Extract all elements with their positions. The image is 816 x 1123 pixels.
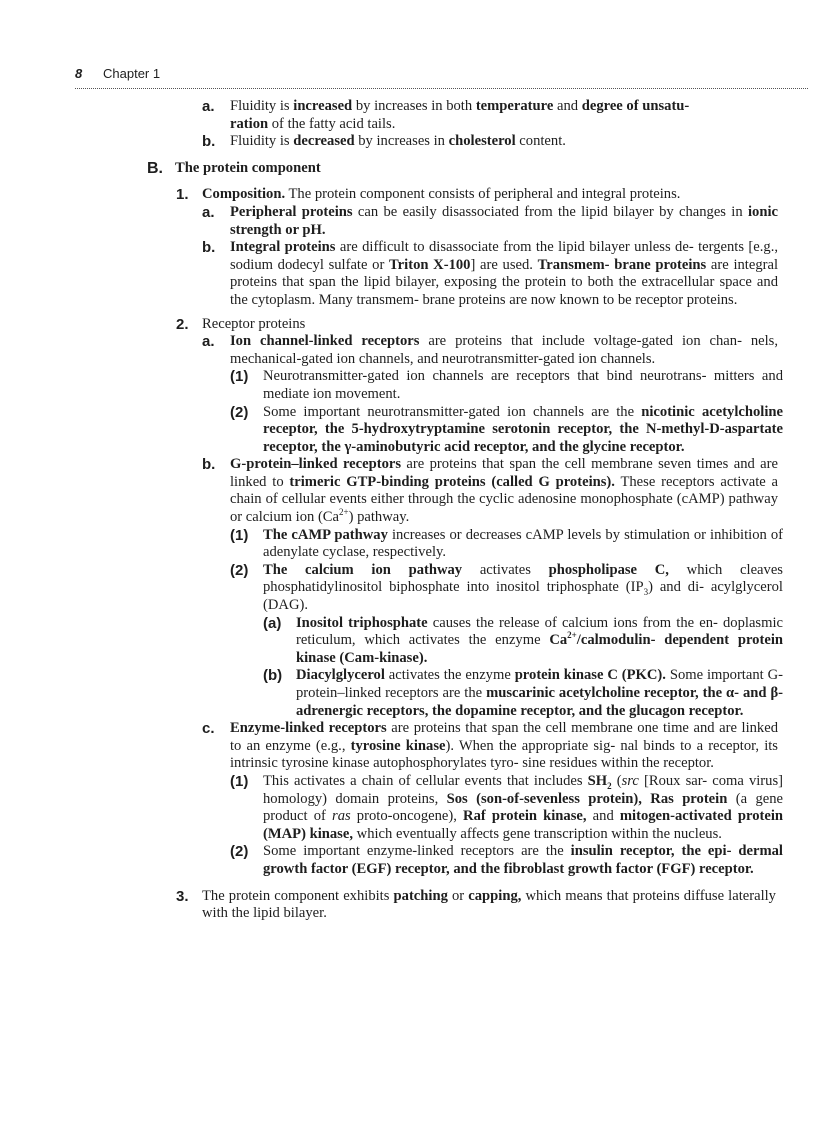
receptors-a-sub-2: (2) Some important neurotransmitter-gated ion channels are the nicotinic acetylcholine receptor, the 5-hydroxytryptamine serotonin receptor, the N-methyl-D-aspartate receptor, the γ-aminobutyric acid receptor, and the glycine receptor. [230, 403, 783, 455]
item-label: (2) [230, 843, 249, 861]
chapter-title: Chapter 1 [103, 66, 161, 81]
page-body [0, 98, 816, 923]
composition-item-b: b. Integral proteins are difficult to disassociate from the lipid bilayer unless de- tergents [e.g., sodium dodecyl sulfate or Triton X-100] are used. Transmem- brane proteins are integral proteins that span the lipid bilayer, exposing the protein to both the extracellular space and the cytoplasm. Many transmem- brane proteins are now known to be receptor proteins. [202, 239, 779, 308]
patching-item: 3. The protein component exhibits patching or capping, which means that proteins diffuse laterally with the lipid bilayer. [176, 887, 776, 922]
item-label: c. [202, 720, 215, 738]
item-label: b. [202, 133, 216, 151]
section-b-heading [147, 160, 778, 178]
header-rule [75, 88, 808, 89]
receptors-c-sub-1: (1) This activates a chain of cellular events that includes $SH_2$ (src [Roux sar- coma virus] homology) domain proteins, Sos (son-of-sevenless protein), Ras protein (a gene product of ras proto-oncogene), Raf protein kinase, and mitogen-activated protein (MAP) kinase, which eventually affects gene transcription within the nucleus. [230, 772, 783, 842]
page-header [75, 66, 808, 88]
section-title: The protein component [175, 159, 321, 176]
composition-item: 1. Composition. The protein component consists of peripheral and integral proteins. [176, 186, 681, 204]
fluidity-item-b: b. Fluidity is decreased by increases in cholesterol content. [202, 133, 566, 151]
item-label: 3. [176, 887, 189, 905]
section-label: B. [147, 159, 163, 177]
receptors-b-sub-2-b: (b) Diacylglycerol activates the enzyme protein kinase C (PKC). Some important G-protein–linked receptors are the muscarinic acetylcholine receptor, the α- and β-adrenergic receptors, the dopamine receptor, and the glucagon receptor. [263, 667, 783, 719]
receptors-a-sub-1: (1) Neurotransmitter-gated ion channels are receptors that bind neurotrans- mitters and mediate ion movement. [230, 368, 783, 402]
item-label: (b) [263, 667, 283, 685]
composition-item-a: a. Peripheral proteins can be easily disassociated from the lipid bilayer by changes in ionic strength or pH. [202, 203, 778, 238]
item-label: (1) [230, 772, 249, 790]
page-number: 8 [75, 66, 83, 81]
receptors-item-c: c. Enzyme-linked receptors are proteins that span the cell membrane one time and are linked to an enzyme (e.g., tyrosine kinase). When the appropriate sig- nal binds to a receptor, its intrinsic tyrosine kinase autophosphorylates tyro- sine residues within the receptor. [202, 720, 778, 772]
item-label: b. [202, 456, 216, 474]
item-label: (a) [263, 614, 282, 632]
receptors-b-sub-2: (2) The calcium ion pathway activates phospholipase C, which cleaves phosphatidylinositol biphosphate into inositol triphosphate $(IP_3)$ and di- acylglycerol (DAG). [230, 561, 783, 614]
receptors-b-sub-1: (1) The cAMP pathway increases or decreases cAMP levels by stimulation or inhibition of adenylate cyclase, respectively. [230, 526, 784, 561]
item-label: (2) [230, 403, 249, 421]
receptors-title: Receptor proteins [202, 315, 306, 332]
item-label: a. [202, 333, 215, 351]
fluidity-item-a: a. Fluidity is increased by increases in both temperature and degree of unsatu- ration of the fatty acid tails. [202, 98, 690, 132]
receptors-item-b: b. G-protein–linked receptors are proteins that span the cell membrane seven times and are linked to trimeric GTP-binding proteins (called G proteins). These receptors activate a chain of cellular events either through the cyclic adenosine monophosphate (cAMP) pathway or calcium ion $(Ca^{2+})$ pathway. [202, 456, 778, 526]
item-label: 1. [176, 186, 189, 204]
receptors-item [176, 316, 776, 334]
receptors-item-a: a. Ion channel-linked receptors are proteins that include voltage-gated ion chan- nels, mechanical-gated ion channels, and neurotransmitter-gated ion channels. [202, 333, 778, 367]
receptors-c-sub-2: (2) Some important enzyme-linked receptors are the insulin receptor, the epi- dermal growth factor (EGF) receptor, and the fibroblast growth factor (FGF) receptor. [230, 843, 783, 877]
receptors-b-sub-2-a: (a) Inositol triphosphate causes the release of calcium ions from the en- doplasmic reticulum, which activates the enzyme $Ca^{2+}/calmodulin-$ dependent protein kinase (Cam-kinase). [263, 614, 783, 666]
item-label: b. [202, 239, 216, 257]
item-label: (2) [230, 561, 249, 579]
item-label: (1) [230, 368, 249, 386]
item-label: 2. [176, 315, 189, 333]
item-label: (1) [230, 526, 249, 544]
item-label: a. [202, 203, 215, 221]
item-label: a. [202, 98, 215, 115]
